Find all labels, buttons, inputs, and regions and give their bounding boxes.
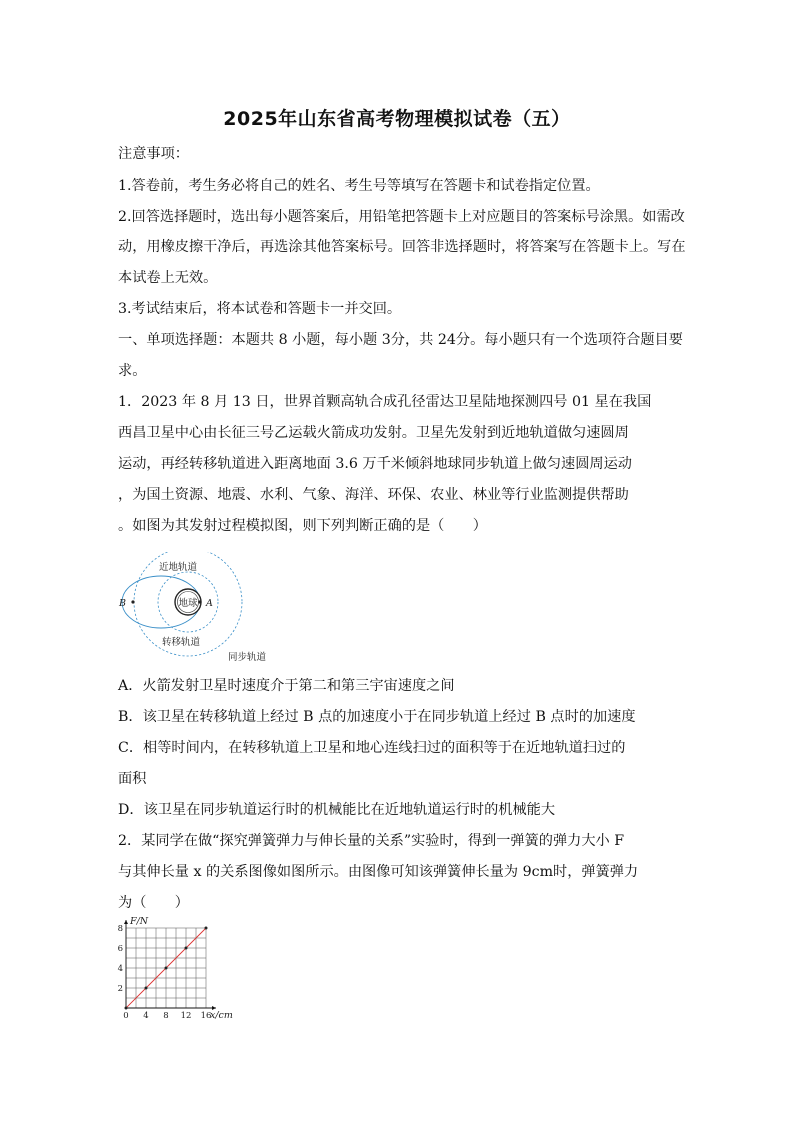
x-axis-label: x/cm (210, 1010, 233, 1021)
question-1-text: 。如图为其发射过程模拟图，则下列判断正确的是（ ） (118, 518, 487, 534)
near-orbit-label: 近地轨道 (159, 562, 198, 573)
notice-heading: 注意事项： (118, 146, 189, 162)
x-tick-label: 16 (200, 1011, 212, 1021)
chart-ticks (118, 924, 212, 1021)
x-tick-label: 0 (123, 1011, 129, 1021)
question-1-text: 运动，再经转移轨道进入距离地面 3.6 万千米倾斜地球同步轨道上做匀速圆周运动 (118, 456, 632, 472)
point-a-dot (198, 600, 201, 603)
y-axis-arrow (124, 920, 128, 924)
x-tick-label: 8 (163, 1011, 169, 1021)
notice-item: 动，用橡皮擦干净后，再选涂其他答案标号。回答非选择题时，将答案写在答题卡上。写在 (118, 239, 686, 255)
point-b-dot (131, 600, 134, 603)
y-tick-label: 4 (117, 964, 123, 974)
notice-item: 3.考试结束后，将本试卷和答题卡一并交回。 (118, 301, 402, 317)
question-1-option-d: D．该卫星在同步轨道运行时的机械能比在近地轨道运行时的机械能大 (118, 802, 556, 818)
data-point (165, 967, 168, 970)
orbit-diagram (114, 552, 284, 664)
notice-item: 1.答卷前，考生务必将自己的姓名、考生号等填写在答题卡和试卷指定位置。 (118, 178, 600, 194)
question-1-option-c: C．相等时间内，在转移轨道上卫星和地心连线扫过的面积等于在近地轨道扫过的 (118, 740, 626, 756)
y-axis-label: F/N (130, 916, 149, 927)
question-2-text: 为（ ） (118, 895, 189, 911)
point-a-label: A (206, 598, 213, 609)
data-point (185, 947, 188, 950)
data-point (205, 927, 208, 930)
earth-label: 地球 (178, 598, 198, 609)
notice-item: 本试卷上无效。 (118, 270, 218, 286)
point-b-label: B (119, 598, 126, 609)
data-point (145, 987, 148, 990)
sync-orbit-label: 同步轨道 (228, 652, 267, 663)
question-1-text: 1．2023 年 8 月 13 日，世界首颗高轨合成孔径雷达卫星陆地探测四号 01 星在我国 (118, 394, 652, 410)
question-1-text: 西昌卫星中心由长征三号乙运载火箭成功发射。卫星先发射到近地轨道做匀速圆周 (118, 425, 629, 441)
transfer-orbit-label: 转移轨道 (162, 637, 201, 648)
x-tick-label: 4 (143, 1011, 149, 1021)
y-tick-label: 8 (117, 924, 123, 934)
x-tick-label: 12 (180, 1011, 192, 1021)
section-heading: 一、单项选择题：本题共 8 小题，每小题 3分，共 24分。每小题只有一个选项符合题目要 (118, 332, 683, 348)
question-1-text: ，为国土资源、地震、水利、气象、海洋、环保、农业、林业等行业监测提供帮助 (118, 487, 629, 503)
section-heading: 求。 (118, 363, 147, 379)
y-tick-label: 2 (117, 984, 123, 994)
question-2-text: 与其伸长量 x 的关系图像如图所示。由图像可知该弹簧伸长量为 9cm时，弹簧弹力 (118, 864, 639, 880)
spring-force-chart (114, 914, 240, 1024)
page-title: 2025年山东省高考物理模拟试卷（五） (223, 108, 571, 130)
question-1-option-a: A．火箭发射卫星时速度介于第二和第三宇宙速度之间 (118, 678, 455, 694)
question-2-text: 2．某同学在做“探究弹簧弹力与伸长量的关系”实验时，得到一弹簧的弹力大小 F (118, 833, 625, 849)
notice-item: 2.回答选择题时，选出每小题答案后，用铅笔把答题卡上对应题目的答案标号涂黑。如需改 (118, 209, 685, 225)
question-1-option-b: B．该卫星在转移轨道上经过 B 点的加速度小于在同步轨道上经过 B 点时的加速度 (118, 709, 636, 725)
question-1-option-c-cont: 面积 (118, 771, 147, 787)
y-tick-label: 6 (117, 944, 123, 954)
data-point (125, 1007, 128, 1010)
